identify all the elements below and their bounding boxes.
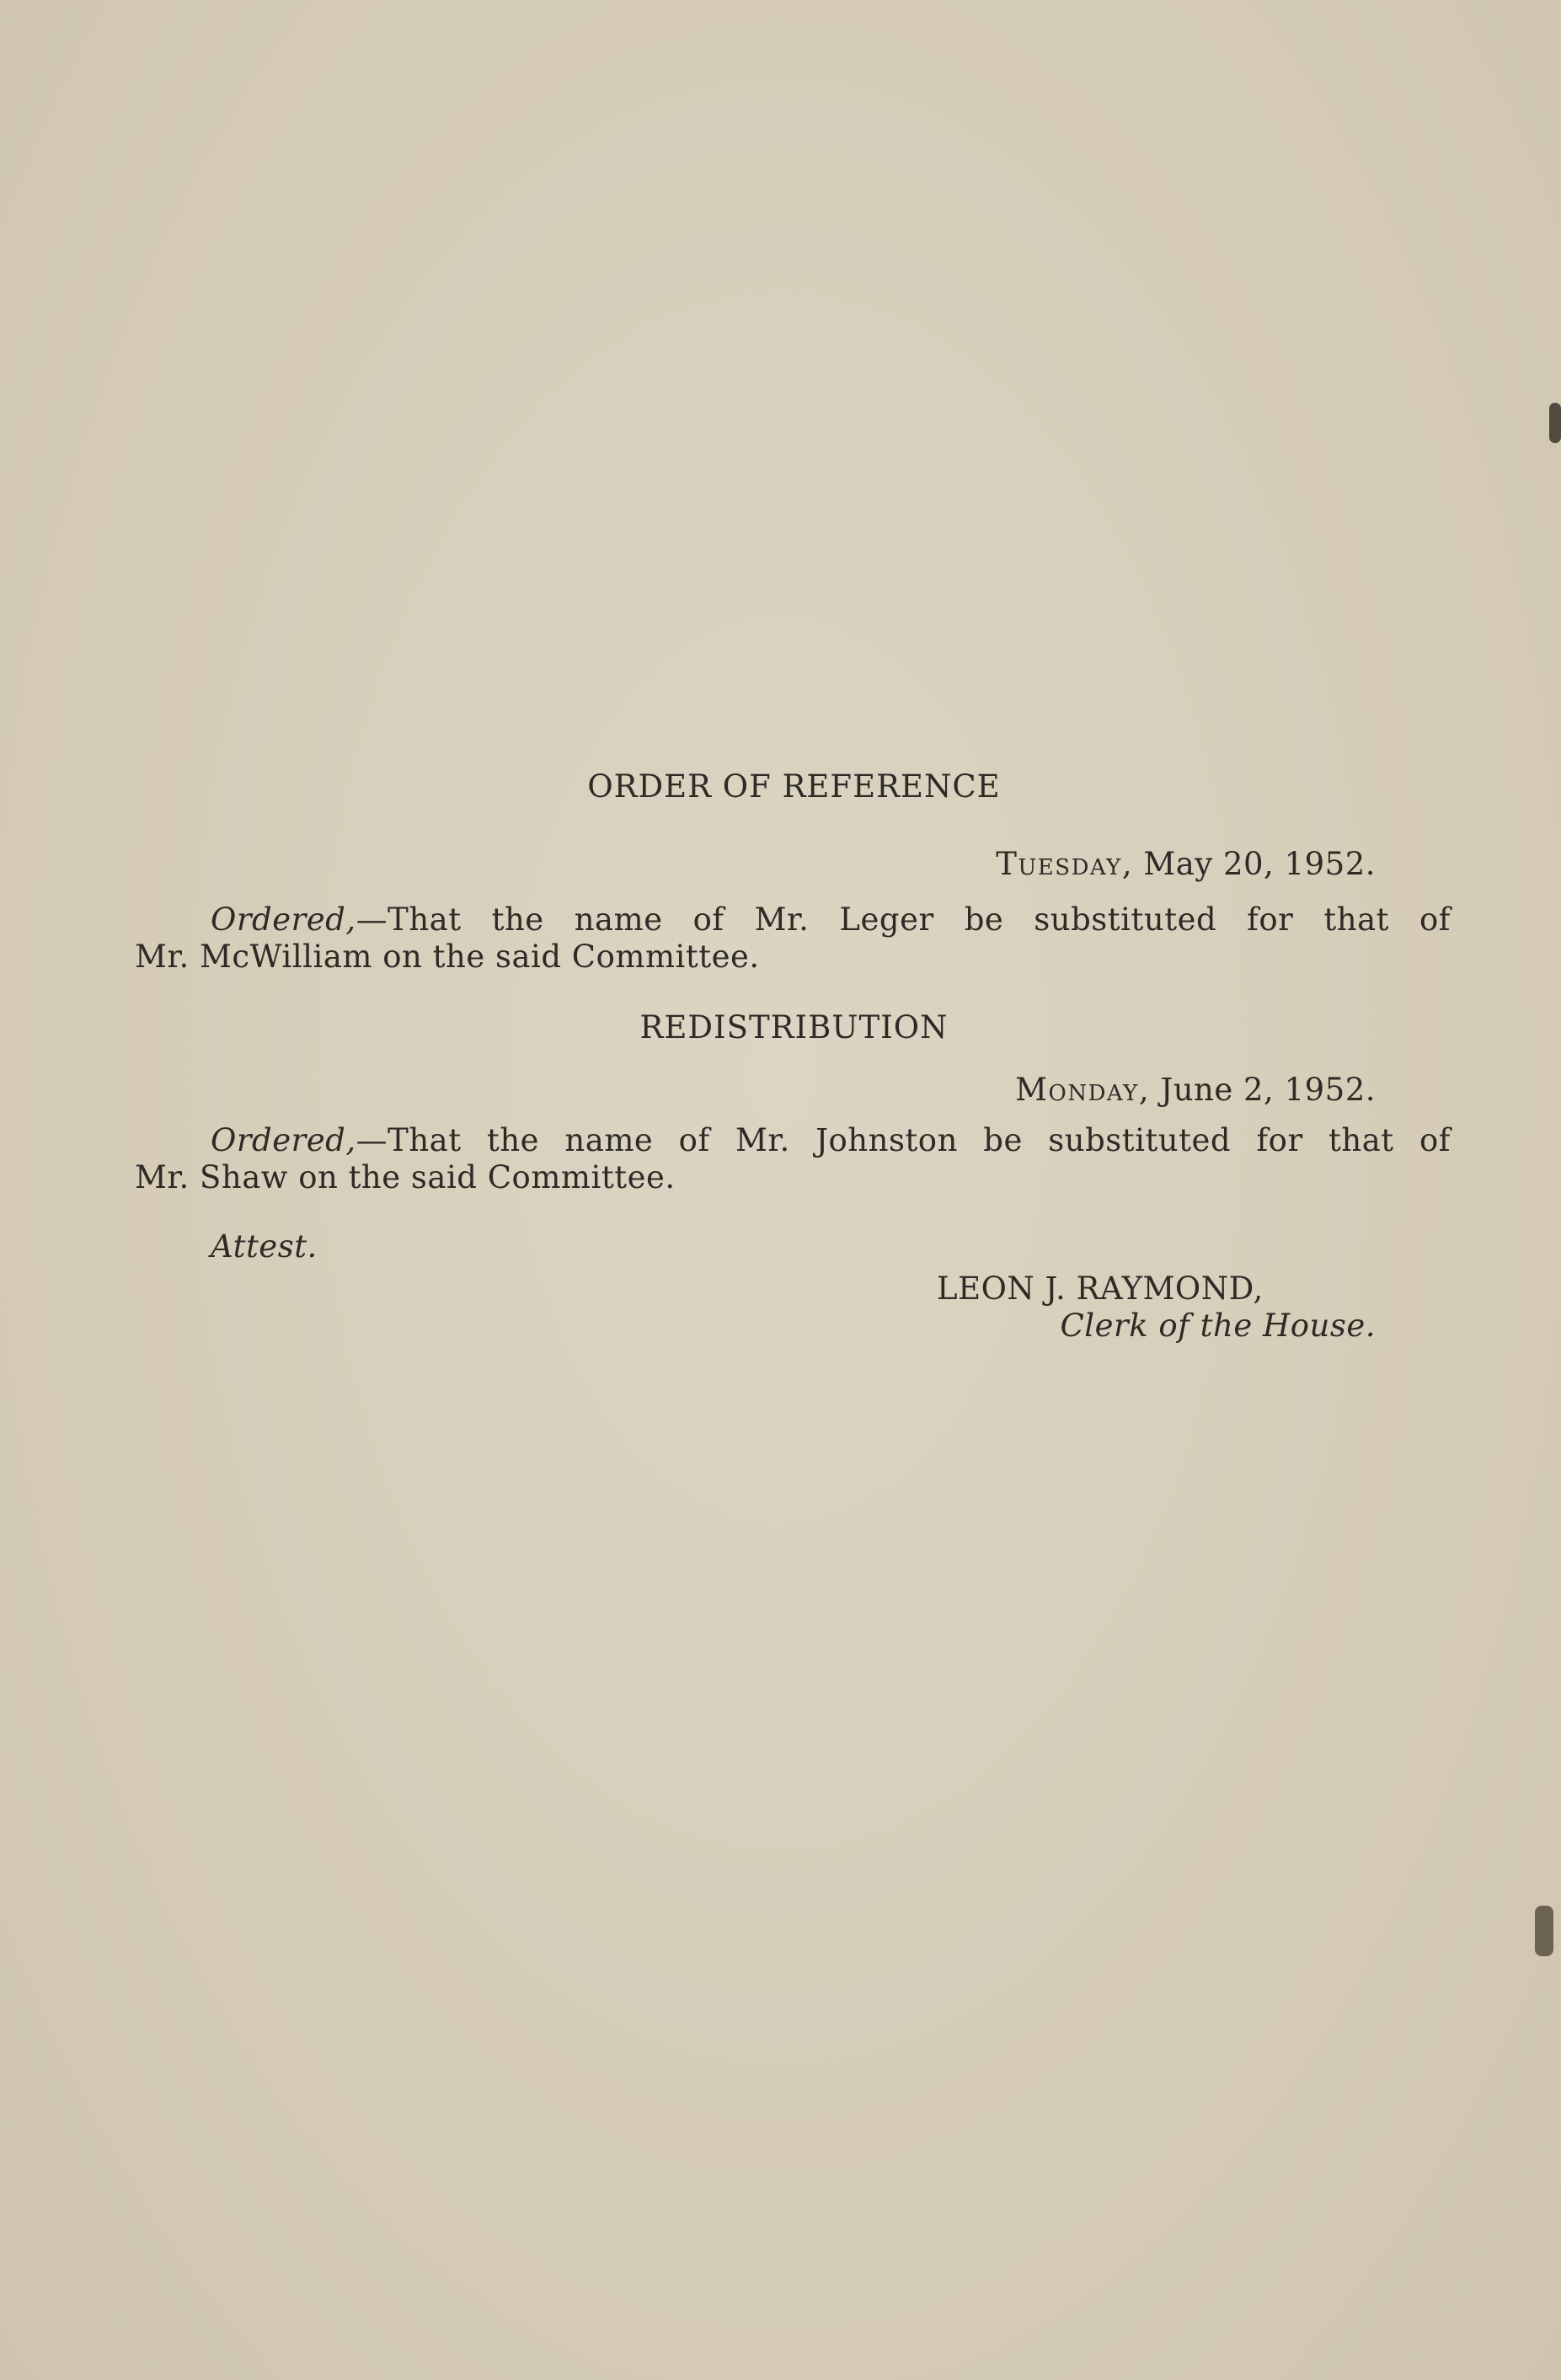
second-order-ordered-label: Ordered, — [211, 1122, 356, 1158]
page-edge-mark — [1549, 403, 1561, 443]
first-order-line-2: Mr. McWilliam on the said Committee. — [135, 939, 760, 975]
second-order-date — [1015, 1072, 1376, 1109]
second-order-date-rest: June 2, 1952. — [1160, 1072, 1376, 1108]
first-order-ordered-label: Ordered, — [211, 901, 356, 938]
second-order-line-1 — [135, 1122, 1451, 1159]
first-order-date-rest: May 20, 1952. — [1143, 846, 1376, 882]
signatory-title: Clerk of the House. — [1060, 1308, 1376, 1344]
second-order-date-day: Monday, — [1015, 1072, 1151, 1108]
redistribution-heading: REDISTRIBUTION — [639, 1009, 949, 1046]
order-of-reference-heading: ORDER OF REFERENCE — [587, 768, 1001, 805]
second-order-paragraph — [135, 1122, 1451, 1196]
first-order-line-1 — [135, 901, 1451, 939]
first-order-date — [996, 846, 1376, 883]
first-order-paragraph — [135, 901, 1451, 976]
signatory-name: LEON J. RAYMOND, — [937, 1270, 1264, 1307]
second-order-line-2: Mr. Shaw on the said Committee. — [135, 1159, 676, 1195]
first-order-date-day: Tuesday, — [996, 846, 1134, 882]
attest-label: Attest. — [211, 1228, 318, 1265]
second-order-line-1-text: —That the name of Mr. Johnston be substituted for that of — [356, 1122, 1451, 1158]
first-order-line-1-text: —That the name of Mr. Leger be substituted for that of — [356, 901, 1451, 938]
page-edge-mark — [1535, 1906, 1553, 1956]
